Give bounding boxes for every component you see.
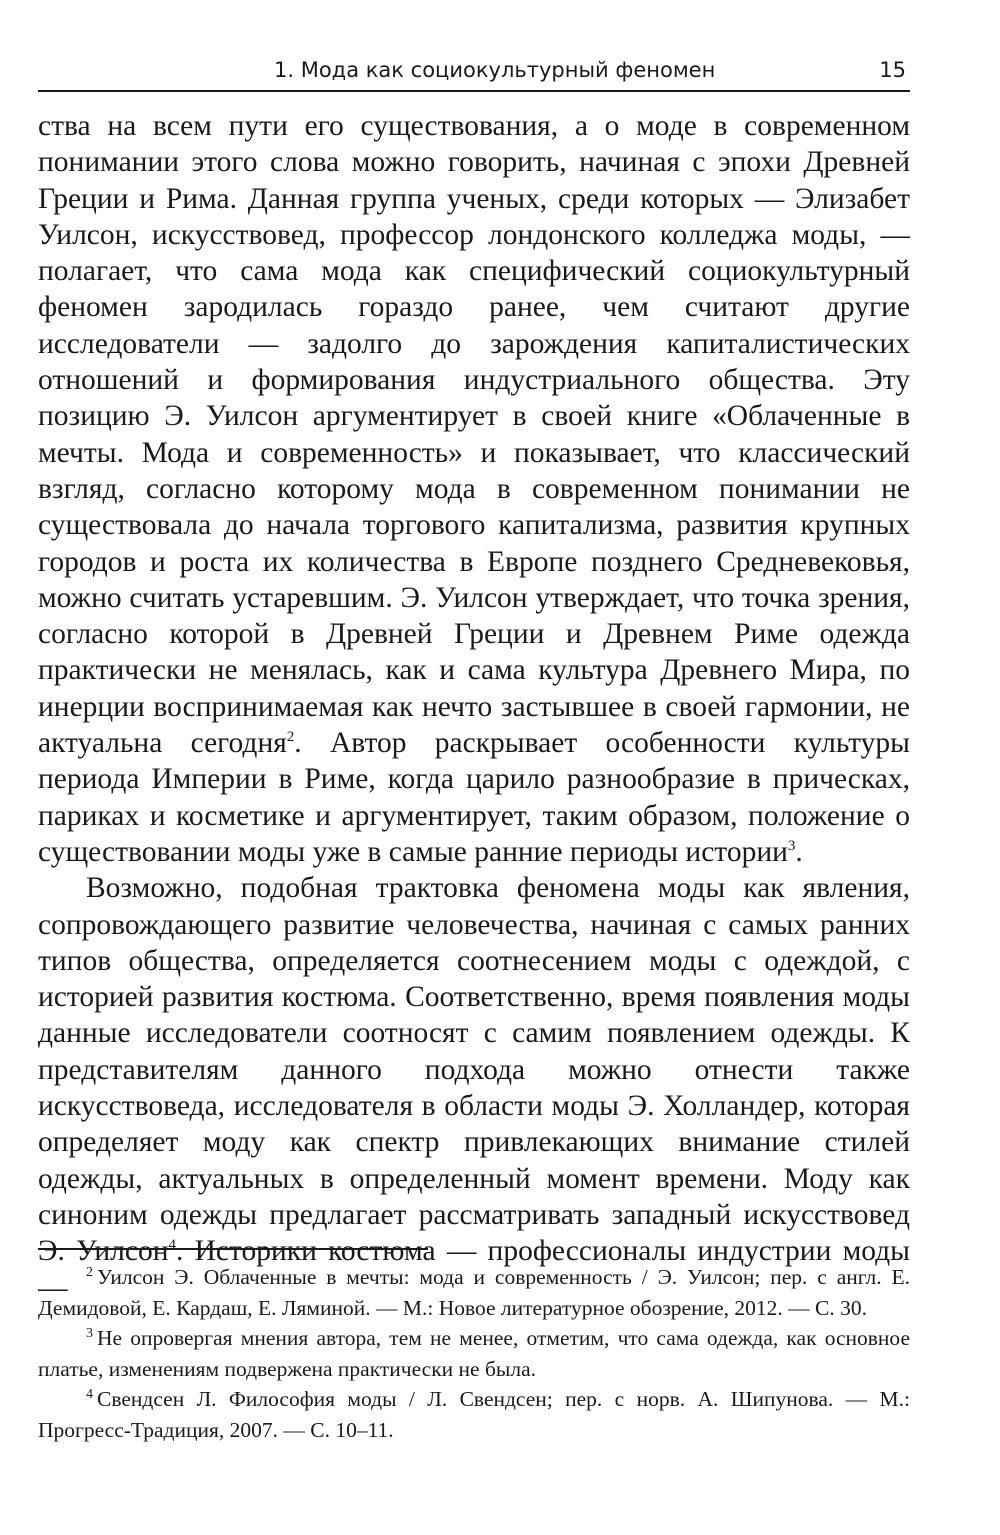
footnote-ref-4[interactable]: 4 [168, 1237, 176, 1254]
paragraph-1 [38, 108, 910, 870]
footnote-mark: 3 [86, 1325, 93, 1341]
footnotes [38, 1262, 910, 1445]
footnote-3 [38, 1323, 910, 1384]
paragraph-1-text-b: . Автор раскрывает особенности культуры периода Империи в Риме, когда царило разнообразие в прическах, париках и косметике и аргументирует, таким образом, положение о существовании моды уже в самые ранние периоды истории [38, 727, 910, 868]
footnote-mark: 2 [86, 1264, 93, 1280]
footnote-ref-2[interactable]: 2 [286, 729, 295, 746]
footnote-text: Свендсен Л. Философия моды / Л. Свендсен; пер. с норв. А. Шипунова. — М.: Прогресс-Традиция, 2007. — С. 10–11. [38, 1387, 910, 1442]
paragraph-2-text-b: . Историки костюма — профессионалы индустрии моды — [38, 1235, 910, 1304]
page-number: 15 [879, 58, 906, 82]
paragraph-1-text-c: . [795, 835, 803, 868]
footnote-4 [38, 1384, 910, 1445]
paragraph-2 [38, 870, 910, 1306]
footnote-divider [38, 1248, 428, 1250]
running-header [38, 56, 910, 92]
chapter-title: 1. Мода как социокультурный феномен [274, 58, 716, 82]
footnote-ref-3[interactable]: 3 [787, 838, 796, 855]
paragraph-1-text-a: ства на всем пути его существования, а о моде в современном понимании этого слова можно говорить, начиная с эпохи Древней Греции и Рима. Данная группа ученых, среди которых — Элизабет Уилсон, искусствовед, профессор лондонского колледжа моды, — полагает, что сама мода как специфический социокультурный феномен зародилась гораздо ранее, чем считают другие исследователи — задолго до зарождения капиталистических отношений и формирования индустриального общества. Эту позицию Э. Уилсон аргументирует в своей книге «Облаченные в мечты. Мода и современность» и показывает, что классический взгляд, согласно которому мода в современном понимании не существовала до начала торгового капитализма, развития крупных городов и роста их количества в Европе позднего Средневековья, можно считать устаревшим. Э. Уилсон утверждает, что точка зрения, согласно которой в Древней Греции и Древнем Риме одежда практически не менялась, как и сама культура Древнего Мира, по инерции воспринимаемая как нечто застывшее в своей гармонии, не актуальна сегодня [38, 110, 910, 760]
paragraph-2-text-a: Возможно, подобная трактовка феномена моды как явления, сопровождающего развитие человечества, начиная с самых ранних типов общества, определяется соотнесением моды с одеждой, с историей развития костюма. Соответственно, время появления моды данные исследователи соотносят с самим появлением одежды. К представителям данного подхода можно отнести также искусствоведа, исследователя в области моды Э. Холландер, которая определяет моду как спектр привлекающих внимание стилей одежды, актуальных в определенный момент времени. Моду как синоним одежды предлагает рассматривать западный искусствовед Э. Уилсон [38, 872, 910, 1268]
main-text [38, 108, 910, 1306]
footnote-text: Уилсон Э. Облаченные в мечты: мода и современность / Э. Уилсон; пер. с англ. Е. Демидовой, Е. Кардаш, Е. Ляминой. — М.: Новое литературное обозрение, 2012. — С. 30. [38, 1265, 910, 1320]
footnote-mark: 4 [86, 1386, 93, 1402]
book-page [38, 0, 910, 1535]
footnote-text: Не опровергая мнения автора, тем не менее, отметим, что сама одежда, как основное платье, изменениям подвержена практически не была. [38, 1326, 910, 1381]
footnote-2 [38, 1262, 910, 1323]
